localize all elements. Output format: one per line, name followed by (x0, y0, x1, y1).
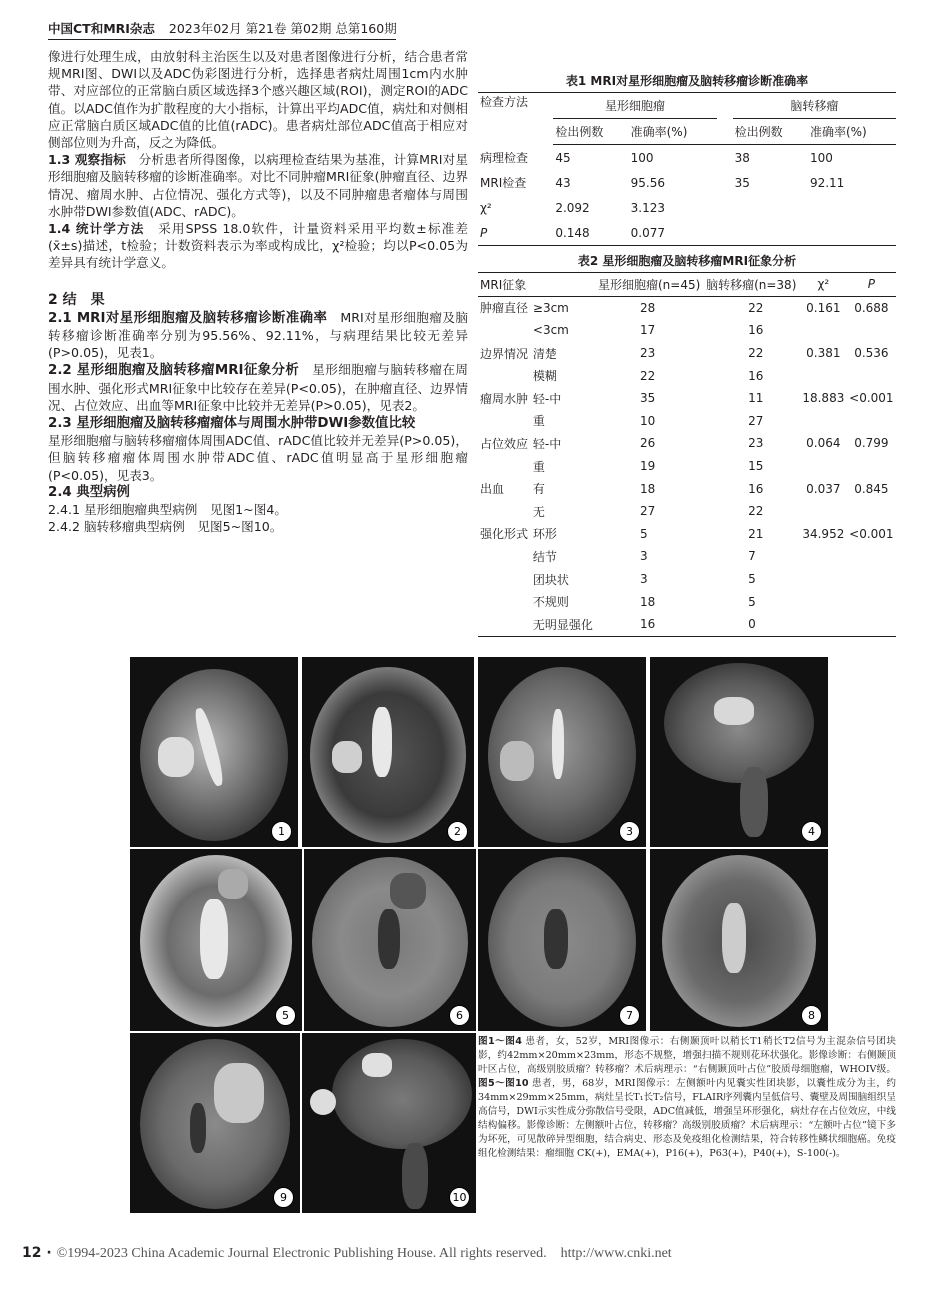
table1-header-meta: 脑转移瘤 (733, 93, 896, 119)
table2-header-chi: χ² (800, 273, 847, 297)
table-row: 边界情况 清楚 23 22 0.381 0.536 (480, 346, 889, 361)
section-1-3 (48, 151, 468, 220)
section-2-3-title: 2.3 星形细胞瘤及脑转移瘤瘤体与周围水肿带DWI参数值比较 (48, 416, 416, 432)
section-2-2-title: 2.2 星形细胞瘤及脑转移瘤MRI征象分析 (48, 363, 300, 379)
table1-title: 表1 MRI对星形细胞瘤及脑转移瘤诊断准确率 (565, 74, 809, 88)
table-row: 病理检查 45 100 38 100 (480, 150, 833, 165)
table-row: P 0.148 0.077 (478, 220, 896, 246)
mri-figure-1 (130, 657, 298, 847)
section-2-3 (48, 414, 468, 484)
mri-figure-5 (130, 849, 302, 1031)
table-row: 团块状 3 5 (532, 572, 756, 587)
table-row: χ² 2.092 3.123 (480, 200, 665, 215)
table1-header-method: 检查方法 (478, 93, 553, 145)
section-1-4-title: 1.4 统计学方法 (48, 221, 145, 237)
page-footer: 12 · ©1994-2023 China Academic Journal Electronic Publishing House. All rights reserved. http://www.cnki.net (22, 1245, 672, 1261)
figure-number: 2 (447, 821, 468, 842)
section-2-2 (48, 361, 468, 414)
issue-info: 2023年02月 第21卷 第02期 总第160期 (168, 21, 397, 36)
section-2-4-1: 2.4.1 星形细胞瘤典型病例 见图1~图4。 (48, 502, 287, 518)
journal-name: 中国CT和MRI杂志 (48, 21, 155, 36)
figure-number: 7 (619, 1005, 640, 1026)
running-header (48, 20, 396, 40)
table1-header-count: 检出例数 (733, 119, 808, 145)
mri-figure-9 (130, 1033, 300, 1213)
figure-number: 4 (801, 821, 822, 842)
mri-figure-3 (478, 657, 646, 847)
brain-scan (332, 1039, 472, 1149)
table2-header-p: P (847, 273, 896, 297)
table1-header-count: 检出例数 (553, 119, 628, 145)
table1-header-astro: 星形细胞瘤 (553, 93, 716, 119)
section-1-4 (48, 220, 468, 272)
mri-figure-8 (650, 849, 828, 1031)
table-row: 瘤周水肿 轻-中 35 11 18.883 <0.001 (480, 391, 894, 406)
copyright-notice: ©1994-2023 China Academic Journal Electronic Publishing House. All rights reserved. http://www.cnki.net (56, 1246, 672, 1261)
figure-number: 1 (271, 821, 292, 842)
table-row: 结节 3 7 (532, 549, 756, 564)
mri-figure-4 (650, 657, 828, 847)
paragraph-roi: 像进行处理生成，由放射科主治医生以及对患者图像进行分析，结合患者常规MRI图、DWI以及ADC伪彩图进行分析，选择患者病灶周围1cm内水肿带、对应部位的正常脑白质区域选择3个感兴趣区域(ROI)，测定ROI的ADC值。以ADC值作为扩散程度的大小指标，计算出平均ADC值，病灶和对侧相应正常脑白质区域ADC值的比值(rADC)。患者病灶部位ADC值高于相应对侧部位则为升高，反之为降低。 (48, 49, 468, 151)
caption-text-5-10: 患者，男，68岁，MRI图像示：左侧额叶内见囊实性团块影，以囊性成分为主，约34mm×29mm×25mm，病灶呈长T₁长T₂信号，FLAIR序列囊内呈低信号、囊壁及周围脑组织呈高信号，DWI示实性成分弥散信号受限，ADC值减低，增强呈环形强化，病灶存在占位效应，中线结构偏移。影像诊断：左侧额叶占位，转移瘤？高级别胶质瘤？术后病理示：“左额叶占位”镜下多为坏死，可见散碎异型细胞，结合病史、形态及免疫组化检测结果，符合转移性鳞状细胞癌。免疫组化检测结果：瘤细胞 CK(+)，EMA(+)，P16(+)，P63(+)，P40(+)，S-100(-)。 (478, 1078, 896, 1159)
table1 (478, 92, 896, 246)
table-row: 出血 有 18 16 0.037 0.845 (480, 481, 889, 497)
table-row: 占位效应 轻-中 26 23 0.064 0.799 (480, 436, 889, 451)
section-1-3-text: 分析患者所得图像，以病理检查结果为基准，计算MRI对星形细胞瘤及脑转移瘤的诊断准确率。对比不同肿瘤MRI征象(肿瘤直径、边界情况、瘤周水肿、占位情况、强化方式等)，以及不同肿瘤患者瘤体与周围水肿带DWI参数值(ADC、rADC)。 (48, 152, 468, 219)
table2-header-sign: MRI征象 (478, 273, 531, 297)
page-number: 12 (22, 1245, 42, 1261)
table2 (478, 272, 896, 637)
mri-figure-6 (304, 849, 476, 1031)
table-row: <3cm 17 16 (532, 323, 764, 338)
figure-number: 9 (273, 1187, 294, 1208)
figure-caption (478, 1035, 896, 1161)
caption-label-5-10: 图5～图10 (478, 1078, 529, 1089)
table-row: 模糊 22 16 (532, 368, 764, 384)
section-2-3-text: 星形细胞瘤与脑转移瘤瘤体周围ADC值、rADC值比较并无差异(P>0.05)，但脑转移瘤瘤体周围水肿带ADC值、rADC值明显高于星形细胞瘤(P<0.05)，见表3。 (48, 433, 468, 483)
section-1-3-title: 1.3 观察指标 (48, 152, 126, 168)
section-2-1 (48, 309, 468, 362)
section-2-title: 2 结 果 (48, 291, 105, 308)
table-row: 重 10 27 (532, 413, 764, 429)
table2-header-astro: 星形细胞瘤(n=45) (596, 273, 704, 297)
section-2-1-title: 2.1 MRI对星形细胞瘤及脑转移瘤诊断准确率 (48, 310, 328, 326)
section-1-4-text: 采用SPSS 18.0软件，计量资料采用平均数±标准差(x̄±s)描述，t检验；计数资料表示为率或构成比，χ²检验；均以P<0.05为差异具有统计学意义。 (48, 221, 468, 271)
table2-title: 表2 星形细胞瘤及脑转移瘤MRI征象分析 (577, 254, 797, 268)
figure-number: 3 (619, 821, 640, 842)
table-row: 肿瘤直径 ≥3cm 28 22 0.161 0.688 (480, 300, 889, 316)
left-column (48, 48, 468, 535)
table-row: 无 27 22 (532, 504, 764, 519)
section-2-4-title: 2.4 典型病例 (48, 484, 130, 500)
section-2-1-text: MRI对星形细胞瘤及脑转移瘤诊断准确率分别为95.56%、92.11%，与病理结果比较无差异(P>0.05)，见表1。 (48, 309, 468, 361)
figure-number: 10 (449, 1187, 470, 1208)
section-2-4-2: 2.4.2 脑转移瘤典型病例 见图5~图10。 (48, 519, 283, 535)
figure-number: 8 (801, 1005, 822, 1026)
section-2-2-text: 星形细胞瘤与脑转移瘤在周围水肿、强化形式MRI征象中比较存在差异(P<0.05)，在肿瘤直径、边界情况、占位效应、出血等MRI征象中比较并无差异(P>0.05)，见表2。 (48, 362, 468, 413)
mri-figure-7 (478, 849, 646, 1031)
mri-figure-2 (302, 657, 474, 847)
table-row: 无明显强化 16 0 (478, 613, 896, 636)
table1-header-acc: 准确率(%) (808, 119, 896, 145)
brain-scan (140, 1039, 290, 1209)
table-row: 强化形式 环形 5 21 34.952 <0.001 (480, 526, 894, 542)
table-row: MRI检查 43 95.56 35 92.11 (480, 175, 845, 190)
caption-label-1-4: 图1～图4 (478, 1036, 522, 1047)
figure-number: 5 (275, 1005, 296, 1026)
table2-body (478, 296, 896, 636)
mri-figure-10 (302, 1033, 476, 1213)
figure-number: 6 (449, 1005, 470, 1026)
table1-header-acc: 准确率(%) (629, 119, 717, 145)
caption-text-1-4: 患者，女，52岁，MRI图像示：右侧颞顶叶以稍长T1稍长T2信号为主混杂信号团块影，约42mm×20mm×23mm，形态不规整，增强扫描不规则花环状强化。影像诊断：右侧颞顶叶区占位，高级别胶质瘤？转移瘤？术后病理示：“右侧颞顶叶占位”胶质母细胞瘤，WHOIV级。 (478, 1036, 896, 1075)
table2-header-meta: 脑转移瘤(n=38) (704, 273, 800, 297)
table-row: 重 19 15 (532, 459, 764, 474)
table-row: 不规则 18 5 (532, 594, 756, 610)
